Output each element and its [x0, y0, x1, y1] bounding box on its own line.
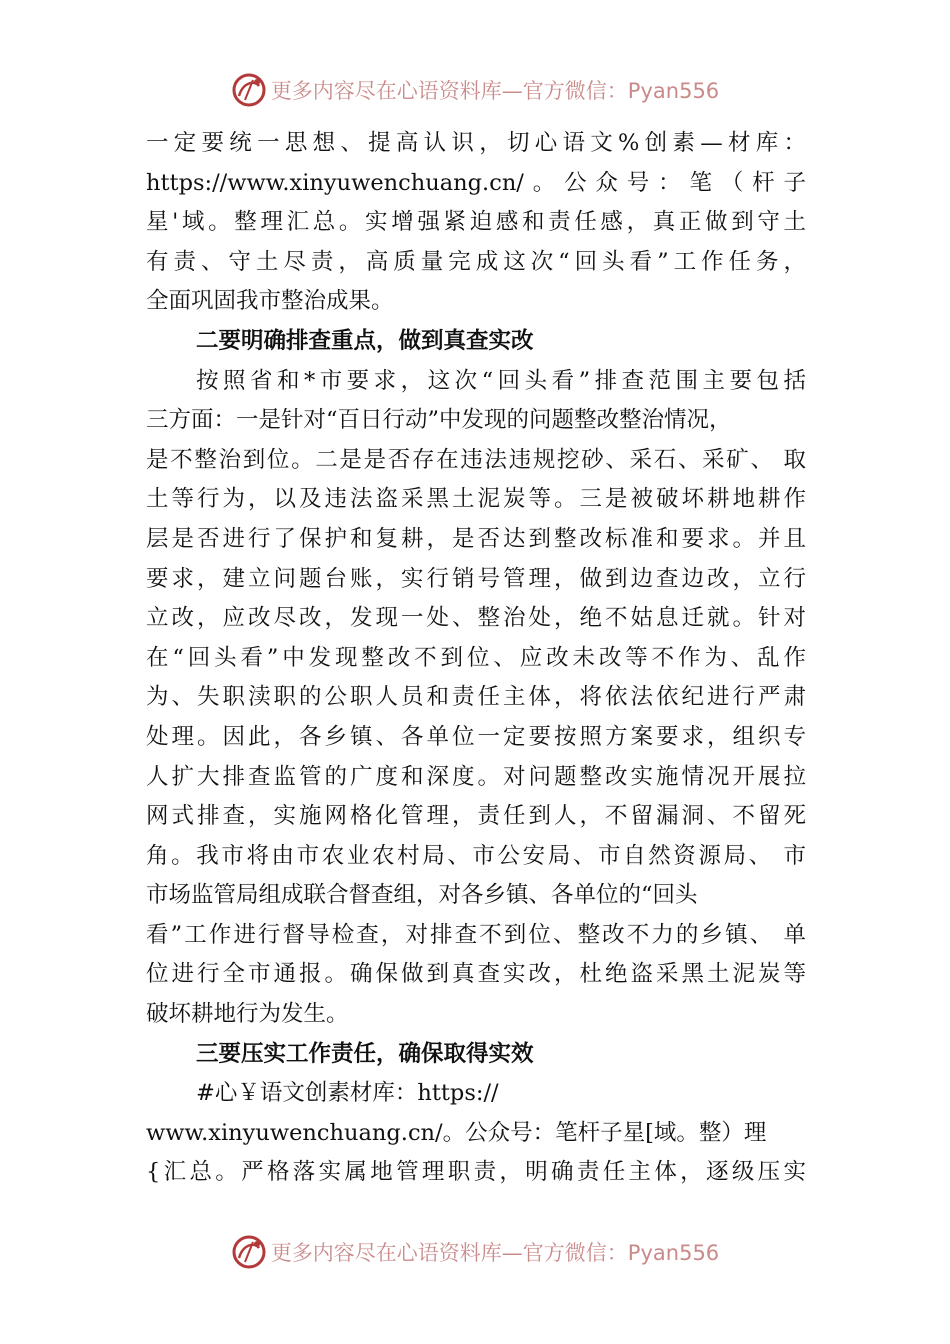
text-line: 处理。因此，各乡镇、各单位一定要按照方案要求，组织专 — [146, 723, 806, 750]
text-line: 人扩大排查监管的广度和深度。对问题整改实施情况开展拉 — [146, 763, 806, 790]
text-line: 立改，应改尽改，发现一处、整治处，绝不姑息迁就。针对 — [146, 605, 806, 632]
text-line: www.xinyuwenchuang.cn/。公众号：笔杆子星[域。整）理 — [146, 1119, 767, 1146]
text-line: 有责、守土尽责，高质量完成这次“回头看”工作任务， — [146, 248, 806, 275]
text-line: {汇总。严格落实属地管理职责，明确责任主体，逐级压实 — [146, 1159, 806, 1186]
text-line: 市场监管局组成联合督查组，对各乡镇、各单位的“回头 — [146, 882, 698, 909]
section-heading: 二要明确排查重点，做到真查实改 — [196, 327, 534, 354]
text-line: 全面巩固我市整治成果。 — [146, 288, 394, 315]
text-line: 破坏耕地行为发生。 — [146, 1001, 349, 1028]
footer-banner-text: 更多内容尽在心语资料库—官方微信：Pyan556 — [270, 1241, 720, 1265]
text-line: 网式排查，实施网格化管理，责任到人，不留漏洞、不留死 — [146, 803, 806, 830]
text-line: 层是否进行了保护和复耕，是否达到整改标准和要求。并且 — [146, 525, 806, 552]
section-heading: 三要压实工作责任，确保取得实效 — [196, 1040, 534, 1067]
text-line: 看”工作进行督导检查，对排查不到位、整改不力的乡镇、 单 — [146, 921, 806, 948]
text-line: 星'域。整理汇总。实增强紧迫感和责任感，真正做到守土 — [146, 209, 806, 236]
text-line: 三方面：一是针对“百日行动”中发现的问题整改整治情况， — [146, 407, 732, 434]
text-line: 位进行全市通报。确保做到真查实改，杜绝盗采黑土泥炭等 — [146, 961, 806, 988]
text-line: 按照省和*市要求，这次“回头看”排查范围主要包括 — [196, 367, 806, 394]
text-line: #心￥语文创素材库：https:// — [196, 1080, 499, 1107]
text-line: 为、失职渎职的公职人员和责任主体，将依法依纪进行严肃 — [146, 684, 806, 711]
header-banner — [0, 66, 950, 114]
text-line: 在“回头看”中发现整改不到位、应改未改等不作为、乱作 — [146, 644, 806, 671]
footer-banner — [0, 1228, 950, 1276]
header-banner-text: 更多内容尽在心语资料库—官方微信：Pyan556 — [270, 79, 720, 103]
brand-logo-icon — [231, 72, 267, 108]
text-line: 要求，建立问题台账，实行销号管理，做到边查边改，立行 — [146, 565, 806, 592]
brand-logo-icon — [231, 1234, 267, 1270]
text-line: 角。我市将由市农业农村局、市公安局、市自然资源局、 市 — [146, 842, 806, 869]
text-line: https://www.xinyuwenchuang.cn/。公众号：笔（杆子 — [146, 169, 806, 196]
text-line: 土等行为，以及违法盗采黑土泥炭等。三是被破坏耕地耕作 — [146, 486, 806, 513]
text-line: 是不整治到位。二是是否存在违法违规挖砂、采石、采矿、 取 — [146, 446, 806, 473]
text-line: 一定要统一思想、提高认识，切心语文%创素—材库： — [146, 130, 806, 156]
document-body — [146, 124, 806, 1193]
